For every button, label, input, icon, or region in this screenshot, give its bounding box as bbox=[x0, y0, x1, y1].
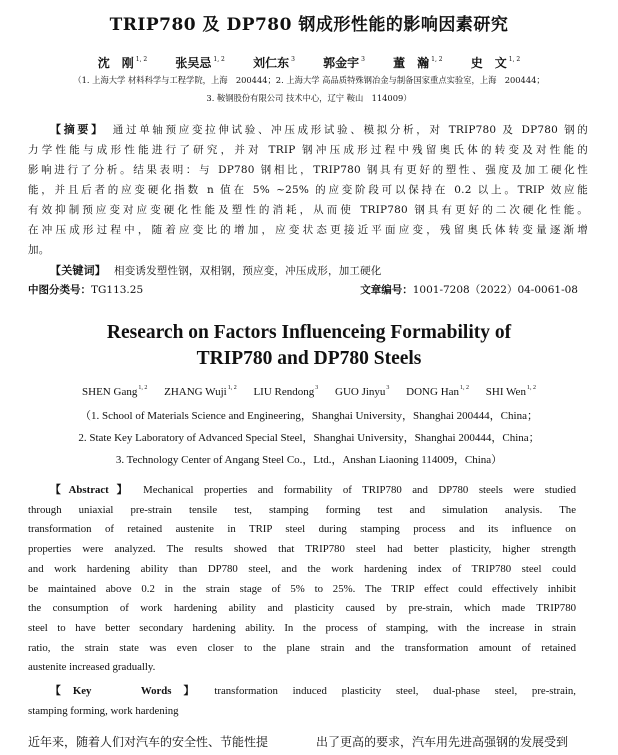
cn-title: TRIP780 及 DP780 钢成形性能的影响因素研究 bbox=[109, 15, 509, 35]
en-author: GUO Jinyu$^3$ bbox=[335, 385, 390, 398]
cn-author: 史 文 $^{1, 2}$ bbox=[470, 56, 521, 70]
en-keywords-line: stamping forming, work hardening bbox=[28, 704, 179, 717]
en-abstract-line: and work hardening ability than DP780 steel, and the work hardening index of TRIP780 steel could bbox=[28, 562, 576, 575]
class-number: 中图分类号：TG113.25 bbox=[28, 284, 144, 296]
body-text-right: 出了更高的要求，汽车用先进高强钢的发展受到 bbox=[316, 735, 569, 749]
cn-author: 刘仁东 $^3$ bbox=[253, 56, 295, 70]
cn-abstract bbox=[28, 120, 588, 260]
cn-abstract-line: 能，并且后者的应变硬化指数 n 值在 5% ~25% 的应变阶段可以保持在 0.2 以上。TRIP 效应能 bbox=[28, 184, 588, 196]
cn-author-list bbox=[0, 54, 618, 71]
en-author: DONG Han$^{1, 2}$ bbox=[406, 385, 470, 398]
cn-author: 董 瀚 $^{1, 2}$ bbox=[393, 56, 443, 70]
en-affiliation-line: 3. Technology Center of Angang Steel Co.，Ltd.，Anshan Liaoning 114009，China） bbox=[115, 454, 503, 466]
en-abstract-line: 【Abstract】 Mechanical properties and formability of TRIP780 and DP780 steels were studied bbox=[50, 484, 576, 496]
en-keywords-line: transformation induced plasticity steel, dual-phase steel, pre-strain, bbox=[214, 685, 576, 697]
en-abstract-line: austenite increased gradually. bbox=[28, 661, 156, 674]
en-abstract-line: be maintained above 0.2 in the strain stage of 5% to 25%. The TRIP effect could effectively inhibit bbox=[28, 582, 576, 595]
en-author-list bbox=[0, 385, 618, 398]
cn-affiliation-line: （1. 上海大学 材料科学与工程学院，上海 200444；2. 上海大学 高品质特殊钢冶金与制备国家重点实验室，上海 200444； bbox=[73, 75, 545, 85]
en-abstract bbox=[28, 481, 576, 678]
en-author: SHEN Gang$^{1, 2}$ bbox=[82, 385, 148, 398]
cn-abstract-line: 在冲压成形过程中，随着应变比的增加，应变状态更接近平面应变，残留奥氏体转变量逐渐增 bbox=[28, 224, 588, 236]
cn-author: 郭金宇 $^3$ bbox=[323, 56, 365, 70]
cn-abstract-line: 有效抑制预应变对应变硬化性能及塑性的消耗，从而使 TRIP780 钢具有更好的二次硬化性能。 bbox=[28, 204, 588, 216]
en-abstract-label: 【Abstract】 bbox=[50, 484, 136, 496]
en-author: ZHANG Wuji$^{1, 2}$ bbox=[164, 385, 237, 398]
article-number: 文章编号：1001-7208（2022）04-0061-08 bbox=[360, 284, 578, 296]
cn-abstract-line: 影响进行了分析。结果表明：与 DP780 钢相比，TRIP780 钢具有更好的塑性、强度及加工硬化性 bbox=[28, 164, 588, 176]
en-author: SHI Wen$^{1, 2}$ bbox=[485, 385, 536, 398]
cn-affiliation-line: 3. 鞍钢股份有限公司 技术中心，辽宁 鞍山 114009） bbox=[206, 93, 412, 103]
en-keywords-label: 【Key Words】 bbox=[50, 685, 207, 697]
en-abstract-line: through uniaxial pre-strain tensile test, stamping forming test and simulation analysis. The bbox=[28, 503, 576, 516]
en-affiliation-line: 2. State Key Laboratory of Advanced Special Steel，Shanghai University，Shanghai 200444，China； bbox=[78, 432, 540, 444]
en-author: LIU Rendong$^3$ bbox=[253, 385, 319, 398]
cn-keywords bbox=[28, 261, 588, 281]
cn-abstract-line: 【摘要】 通过单轴预应变拉伸试验、冲压成形试验、模拟分析，对 TRIP780 及 DP780 钢的 bbox=[50, 123, 588, 136]
cn-keywords-text: 相变诱发塑性钢，双相钢，预应变，冲压成形，加工硬化 bbox=[114, 265, 382, 277]
en-title-line: Research on Factors Influenceing Formability of bbox=[106, 322, 512, 343]
cn-keywords-label: 【关键词】 bbox=[50, 264, 106, 277]
cn-abstract-label: 【摘要】 bbox=[50, 123, 105, 136]
cn-author: 张吴忌 $^{1, 2}$ bbox=[175, 56, 225, 70]
en-keywords bbox=[28, 682, 576, 721]
en-abstract-line: the consumption of work hardening ability and plasticity caused by pre-strain, which made TRIP780 bbox=[28, 602, 576, 615]
en-abstract-line: properties were analyzed. The results showed that TRIP780 steel had better plasticity, higher strength bbox=[28, 543, 576, 556]
en-abstract-line: ratio, the strain state was even closer to the plane strain and the transformation amount of retained bbox=[28, 641, 576, 654]
cn-abstract-line: 力学性能与成形性能进行了研究，并对 TRIP 钢冲压成形过程中残留奥氏体的转变及对性能的 bbox=[28, 144, 588, 156]
en-abstract-line: transformation of retained austenite in TRIP steel during stamping process and its influence on bbox=[28, 523, 576, 536]
cn-author: 沈 刚 $^{1, 2}$ bbox=[97, 56, 148, 70]
en-abstract-line: steel to have better secondary hardening ability. In the process of stamping, with the increase in strain bbox=[28, 621, 576, 634]
body-text-left: 近年来，随着人们对汽车的安全性、节能性提 bbox=[28, 735, 269, 749]
en-affiliation-line: （1. School of Materials Science and Engineering，Shanghai University，Shanghai 200444，China； bbox=[80, 410, 538, 422]
cn-abstract-line: 加。 bbox=[28, 244, 50, 256]
en-title-line: TRIP780 and DP780 Steels bbox=[196, 348, 422, 369]
